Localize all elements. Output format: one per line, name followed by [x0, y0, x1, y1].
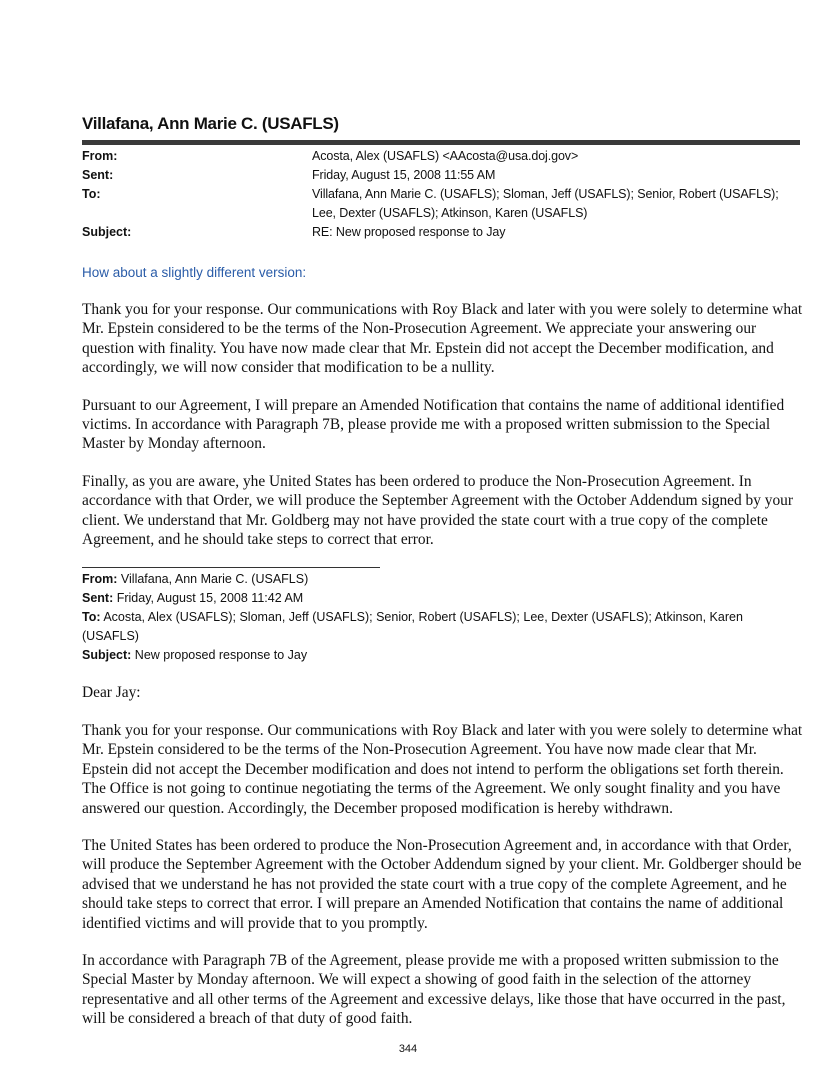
fwd-from-value: Villafana, Ann Marie C. (USAFLS): [120, 572, 309, 587]
to-value: Villafana, Ann Marie C. (USAFLS); Sloman, Jeff (USAFLS); Senior, Robert (USAFLS); Lee, Dexter (USAFLS); Atkinson, Karen (USAFLS): [312, 187, 779, 220]
fwd-subject-label: Subject:: [82, 648, 132, 663]
header-to: [82, 185, 802, 223]
forward-separator: [82, 567, 380, 568]
fwd-subject-value: New proposed response to Jay: [134, 648, 308, 663]
from-value: Acosta, Alex (USAFLS) <AAcosta@usa.doj.gov>: [312, 149, 579, 163]
header-sent: [82, 166, 802, 185]
sent-value: Friday, August 15, 2008 11:55 AM: [312, 168, 496, 182]
subject-label: Subject:: [82, 225, 132, 239]
fwd-sent-value: Friday, August 15, 2008 11:42 AM: [116, 591, 304, 606]
forwarded-paragraph: In accordance with Paragraph 7B of the Agreement, please provide me with a proposed written submission to the Special Master by Monday afternoon. We will expect a showing of good faith in the selection of the attorney representative and all other terms of the Agreement and excessive delays, like those that have occurred in the past, will be considered a breach of that duty of good faith.: [82, 951, 786, 1028]
email-title: Villafana, Ann Marie C. (USAFLS): [82, 114, 339, 133]
fwd-to-label: To:: [82, 610, 101, 625]
subject-value: RE: New proposed response to Jay: [312, 225, 506, 239]
header-from: [82, 147, 802, 166]
body-paragraph: Thank you for your response. Our communications with Roy Black and later with you were solely to determine what Mr. Epstein considered to be the terms of the Non-Prosecution Agreement. We appreciate your answering our question with finality. You have now made clear that Mr. Epstein did not accept the December modification, and accordingly, we will now consider that modification to be a nullity.: [82, 301, 803, 377]
to-label: To:: [82, 187, 101, 201]
header-subject: [82, 223, 802, 242]
title-divider: [82, 140, 800, 145]
from-label: From:: [82, 149, 118, 163]
forwarded-paragraph: Thank you for your response. Our communications with Roy Black and later with you were solely to determine what Mr. Epstein considered to be the terms of the Non-Prosecution Agreement. You have now made clear that Mr. Epstein did not accept the December modification and does not intend to perform the obligations set forth therein. The Office is not going to continue negotiating the terms of the Agreement. We only sought finality and you have answered our question. Accordingly, the December proposed modification is hereby withdrawn.: [82, 721, 803, 817]
forwarded-header: [82, 570, 802, 665]
page-number: 344: [398, 1042, 418, 1055]
sent-label: Sent:: [82, 168, 114, 182]
greeting: Dear Jay:: [82, 684, 141, 702]
body-paragraph: Finally, as you are aware, yhe United States has been ordered to produce the Non-Prosecution Agreement. In accordance with that Order, we will produce the September Agreement with the October Addendum signed by your client. We understand that Mr. Goldberg may not have provided the state court with a true copy of the complete Agreement, and he should take steps to correct that error.: [82, 472, 793, 549]
email-header: [82, 147, 802, 242]
forwarded-paragraph: The United States has been ordered to produce the Non-Prosecution Agreement and, in accordance with that Order, will produce the September Agreement with the October Addendum signed by your client. Mr. Goldberger should be advised that we understand he has not provided the state court with a true copy of the complete Agreement, and he should take steps to correct that error. I will prepare an Amended Notification that contains the name of additional identified victims and will provide that to you promptly.: [82, 836, 802, 932]
body-paragraph: Pursuant to our Agreement, I will prepare an Amended Notification that contains the name of additional identified victims. In accordance with Paragraph 7B, please provide me with a proposed written submission to the Special Master by Monday afternoon.: [82, 396, 785, 453]
lead-line: How about a slightly different version:: [82, 265, 307, 280]
fwd-from-label: From:: [82, 572, 118, 587]
fwd-sent-label: Sent:: [82, 591, 114, 606]
fwd-to-value: Acosta, Alex (USAFLS); Sloman, Jeff (USAFLS); Senior, Robert (USAFLS); Lee, Dexter (USAFLS); Atkinson, Karen (USAFLS): [82, 610, 743, 644]
